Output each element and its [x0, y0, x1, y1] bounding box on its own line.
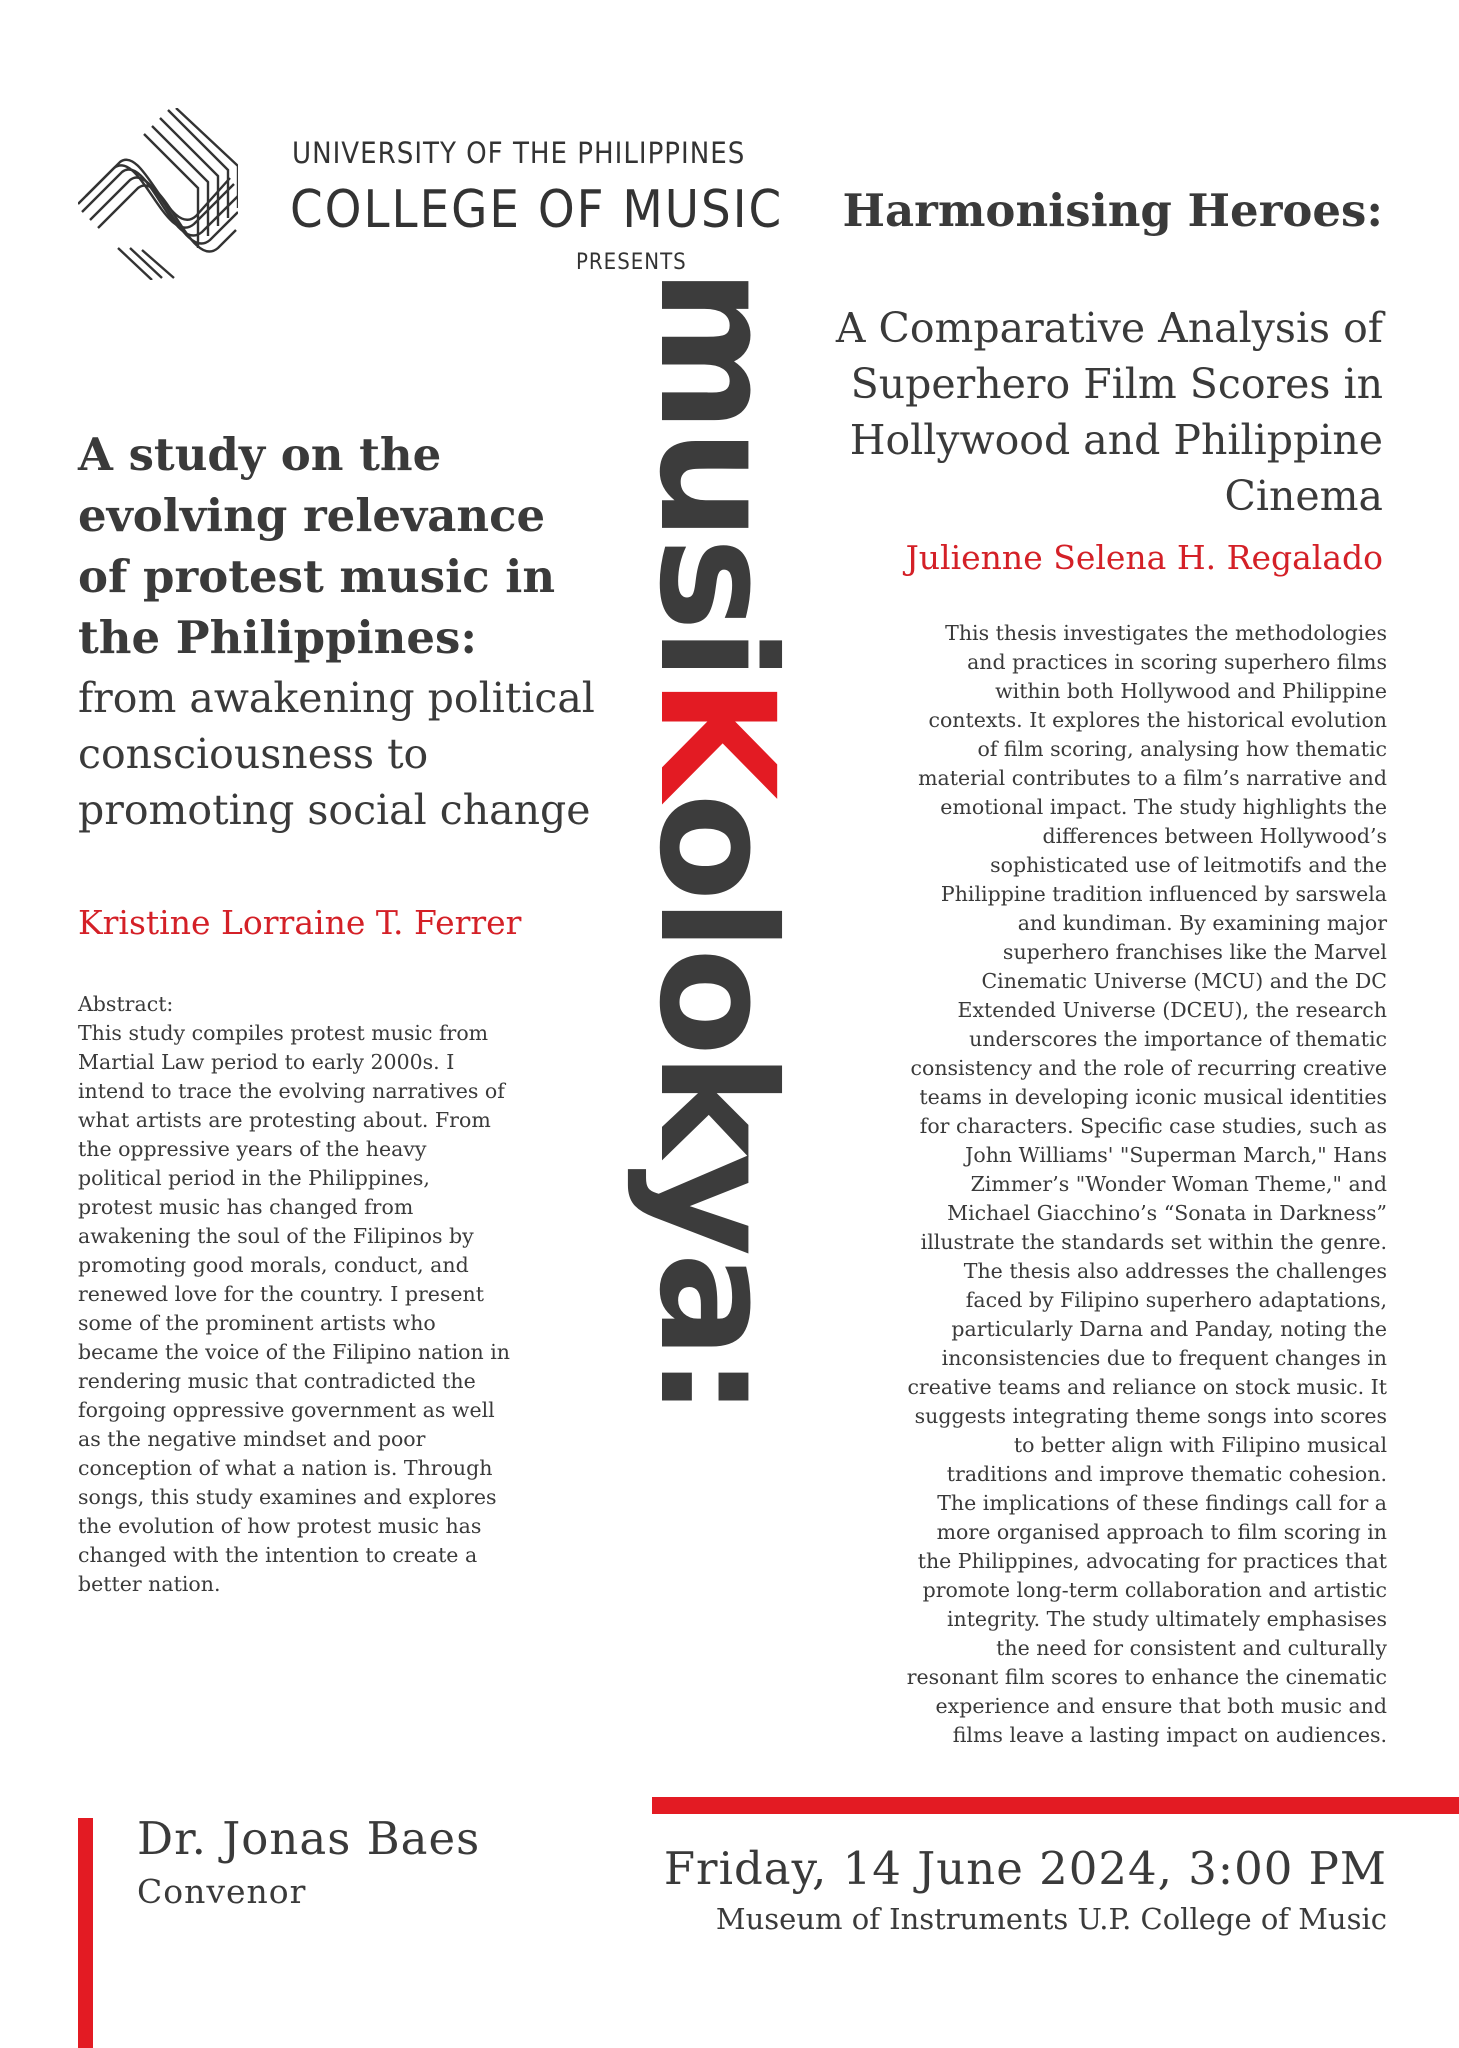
event-title-part2: olokya: [624, 793, 808, 1415]
presents-label: PRESENTS [576, 250, 687, 275]
left-study-subtitle: from awakening political consciousness to promoting social change [78, 674, 595, 834]
left-study-title: A study on the evolving relevance of protest music in the Philippines: [78, 428, 556, 664]
left-abstract-text: This study compiles protest music from Martial Law period to early 2000s. I intend to trace the evolving narratives of what artists are protesting about. From the oppressive years of the heavy political period in the Philippines, protest music has changed from awakening the soul of the Filipinos by promoting good morals, conduct, and renewed love for the country. I present some of the prominent artists who became the voice of the Filipino nation in rendering music that contradicted the forgoing oppressive government as well as the negative mindset and poor conception of what a nation is. Through songs, this study examines and explores the evolution of how protest music has changed with the intention to create a better nation. [78, 1021, 510, 1596]
left-study-author: Kristine Lorraine T. Ferrer [78, 903, 522, 942]
red-divider-bar [652, 1797, 1459, 1814]
right-study-author: Julienne Selena H. Regalado [905, 538, 1383, 577]
college-of-music-logo-icon [78, 108, 238, 280]
event-date: Friday, 14 June 2024, 3:00 PM [663, 1842, 1387, 1895]
event-title-accent: K [624, 677, 808, 793]
red-vertical-bar [78, 1818, 93, 2048]
right-study-title: Harmonising Heroes: [842, 184, 1383, 237]
left-abstract-label: Abstract: [78, 992, 174, 1016]
event-venue: Museum of Instruments U.P. College of Music [715, 1902, 1387, 1936]
college-name: COLLEGE OF MUSIC [290, 180, 784, 240]
right-abstract-text: This thesis investigates the methodologies and practices in scoring superhero films within both Hollywood and Philippine contexts. It explores the historical evolution of film scoring, analysing how thematic material contributes to a film’s narrative and emotional impact. The study highlights the differences between Hollywood’s sophisticated use of leitmotifs and the Philippine tradition influenced by sarswela and kundiman. By examining major superhero franchises like the Marvel Cinematic Universe (MCU) and the DC Extended Universe (DCEU), the research underscores the importance of thematic consistency and the role of recurring creative teams in developing iconic musical identities for characters. Specific case studies, such as John Williams' "Superman March," Hans Zimmer’s "Wonder Woman Theme," and Michael Giacchino’s “Sonata in Darkness” illustrate the standards set within the genre. The thesis also addresses the challenges faced by Filipino superhero adaptations, particularly Darna and Panday, noting the inconsistencies due to frequent changes in creative teams and reliance on stock music. It suggests integrating theme songs into scores to better align with Filipino musical traditions and improve thematic cohesion. The implications of these findings call for a more organised approach to film scoring in the Philippines, advocating for practices that promote long-term collaboration and artistic integrity. The study ultimately emphasises the need for consistent and culturally resonant film scores to enhance the cinematic experience and ensure that both music and films leave a lasting impact on audiences. [906, 621, 1387, 1747]
convenor-name: Dr. Jonas Baes [137, 1812, 481, 1865]
right-study-subtitle: A Comparative Analysis of Superhero Film Scores in Hollywood and Philippine Cinema [835, 304, 1383, 520]
event-title-part1: musi [624, 268, 808, 678]
convenor-role: Convenor [137, 1872, 307, 1911]
university-name: UNIVERSITY OF THE PHILIPPINES [292, 136, 746, 170]
